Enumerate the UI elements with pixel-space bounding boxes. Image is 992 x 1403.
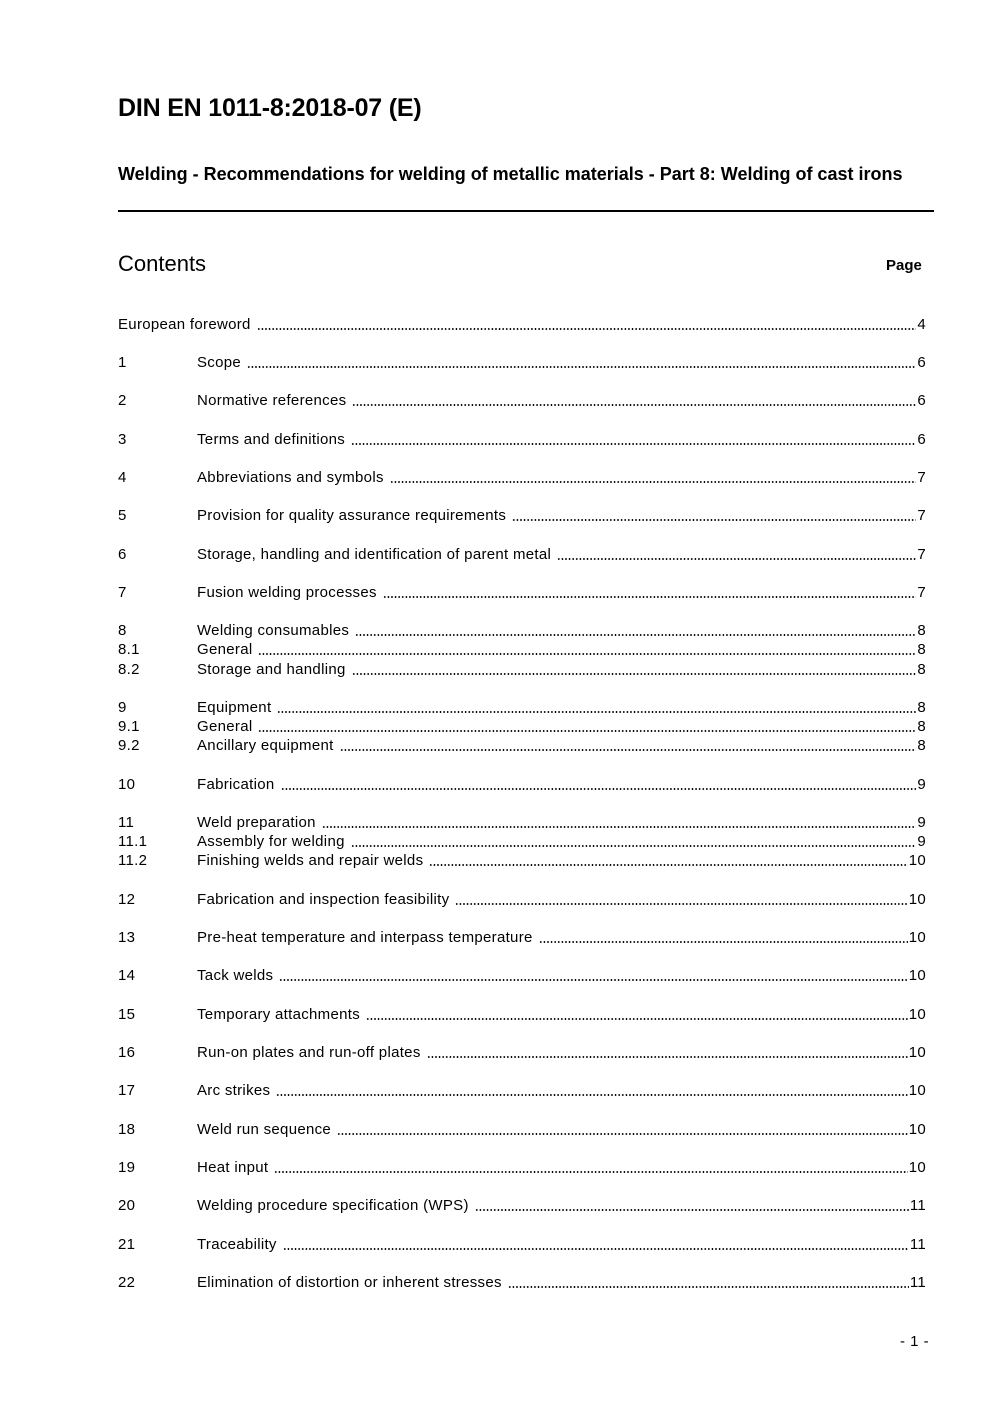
toc-entry-number: 3	[118, 431, 127, 448]
toc-entry-page: 10	[908, 967, 926, 984]
toc-entry[interactable]	[118, 1044, 926, 1063]
toc-dot-leader	[557, 557, 916, 561]
toc-dot-leader	[512, 518, 916, 522]
toc-entry[interactable]	[118, 316, 926, 335]
toc-entry-page: 7	[917, 469, 926, 486]
toc-entry-title: Fabrication	[197, 776, 275, 793]
toc-dot-leader	[276, 1093, 907, 1097]
toc-entry-number: 21	[118, 1236, 136, 1253]
toc-dot-leader	[258, 652, 916, 656]
toc-entry-number: 6	[118, 546, 127, 563]
contents-heading: Contents	[118, 251, 207, 276]
toc-entry-title: Scope	[197, 354, 242, 371]
toc-entry-title: Abbreviations and symbols	[197, 469, 384, 486]
toc-entry-title: Normative references	[197, 392, 347, 409]
toc-entry-title: General	[197, 718, 253, 735]
toc-entry-page: 11	[909, 1274, 926, 1291]
toc-entry-number: 1	[118, 354, 127, 371]
toc-dot-leader	[355, 633, 916, 637]
toc-dot-leader	[337, 1132, 908, 1136]
toc-entry[interactable]	[118, 718, 926, 737]
toc-entry[interactable]	[118, 833, 926, 852]
toc-entry-title: European foreword	[118, 316, 251, 333]
toc-entry-number: 14	[118, 967, 136, 984]
document-title: Welding - Recommendations for welding of metallic materials - Part 8: Welding of cast irons	[118, 164, 903, 184]
toc-entry-title: Pre-heat temperature and interpass temperature	[197, 929, 533, 946]
toc-entry-title: Traceability	[197, 1236, 277, 1253]
toc-entry-page: 8	[917, 737, 926, 754]
toc-entry[interactable]	[118, 584, 926, 603]
toc-dot-leader	[390, 480, 917, 484]
toc-entry-title: Welding procedure specification (WPS)	[197, 1197, 469, 1214]
toc-entry-number: 2	[118, 392, 127, 409]
toc-entry-number: 16	[118, 1044, 136, 1061]
toc-entry[interactable]	[118, 354, 926, 373]
toc-entry[interactable]	[118, 546, 926, 565]
toc-dot-leader	[340, 748, 917, 752]
footer-page-number: - 1 -	[900, 1333, 930, 1350]
toc-entry-title: Storage, handling and identification of parent metal	[197, 546, 552, 563]
toc-dot-leader	[247, 365, 916, 369]
toc-entry-title: Heat input	[197, 1159, 269, 1176]
toc-entry[interactable]	[118, 814, 926, 833]
toc-dot-leader	[352, 403, 916, 407]
toc-entry-number: 15	[118, 1006, 136, 1023]
toc-entry[interactable]	[118, 1006, 926, 1025]
toc-entry-title: Run-on plates and run-off plates	[197, 1044, 421, 1061]
toc-entry[interactable]	[118, 1197, 926, 1216]
toc-entry-title: Provision for quality assurance requirements	[197, 507, 507, 524]
toc-entry-title: Fabrication and inspection feasibility	[197, 891, 450, 908]
toc-entry-number: 12	[118, 891, 136, 908]
toc-entry[interactable]	[118, 622, 926, 641]
toc-entry[interactable]	[118, 469, 926, 488]
toc-entry-number: 19	[118, 1159, 136, 1176]
toc-dot-leader	[277, 710, 916, 714]
toc-entry-page: 8	[917, 661, 926, 678]
toc-dot-leader	[427, 1055, 908, 1059]
toc-entry-number: 8.1	[118, 641, 140, 658]
toc-entry-number: 9.1	[118, 718, 140, 735]
toc-entry[interactable]	[118, 641, 926, 660]
toc-entry[interactable]	[118, 1082, 926, 1101]
toc-dot-leader	[352, 672, 917, 676]
toc-entry-page: 11	[909, 1197, 926, 1214]
toc-entry-number: 10	[118, 776, 136, 793]
toc-entry-title: Assembly for welding	[197, 833, 345, 850]
toc-entry-page: 7	[917, 546, 926, 563]
toc-dot-leader	[283, 1247, 909, 1251]
toc-entry-number: 20	[118, 1197, 136, 1214]
toc-entry-number: 8.2	[118, 661, 140, 678]
title-divider	[118, 210, 934, 212]
toc-entry-page: 10	[908, 1006, 926, 1023]
toc-entry[interactable]	[118, 1236, 926, 1255]
toc-entry-page: 9	[917, 833, 926, 850]
page-column-heading: Page	[886, 257, 922, 274]
toc-entry[interactable]	[118, 929, 926, 948]
toc-entry-title: Temporary attachments	[197, 1006, 361, 1023]
toc-entry-number: 9.2	[118, 737, 140, 754]
toc-entry-page: 7	[917, 507, 926, 524]
toc-entry-number: 9	[118, 699, 127, 716]
toc-dot-leader	[351, 442, 916, 446]
toc-entry-number: 4	[118, 469, 127, 486]
toc-entry-number: 22	[118, 1274, 136, 1291]
toc-entry-title: Terms and definitions	[197, 431, 346, 448]
toc-dot-leader	[475, 1208, 909, 1212]
toc-dot-leader	[508, 1285, 909, 1289]
toc-entry-title: Ancillary equipment	[197, 737, 334, 754]
toc-entry-number: 18	[118, 1121, 136, 1138]
toc-dot-leader	[279, 978, 907, 982]
toc-entry[interactable]	[118, 737, 926, 756]
toc-entry-title: Fusion welding processes	[197, 584, 377, 601]
toc-entry-page: 8	[917, 622, 926, 639]
toc-entry-title: Equipment	[197, 699, 272, 716]
toc-entry-page: 6	[917, 392, 926, 409]
toc-entry[interactable]	[118, 1159, 926, 1178]
toc-entry-number: 8	[118, 622, 127, 639]
toc-entry-page: 8	[917, 718, 926, 735]
toc-entry-number: 11.2	[118, 852, 148, 869]
toc-entry-title: Elimination of distortion or inherent stresses	[197, 1274, 502, 1291]
toc-entry-title: Tack welds	[197, 967, 274, 984]
toc-entry[interactable]	[118, 699, 926, 718]
toc-entry-page: 6	[917, 354, 926, 371]
toc-dot-leader	[383, 595, 917, 599]
toc-entry-page: 10	[908, 891, 926, 908]
toc-entry-title: General	[197, 641, 253, 658]
toc-dot-leader	[351, 844, 917, 848]
toc-entry-page: 10	[908, 1121, 926, 1138]
toc-dot-leader	[429, 863, 907, 867]
toc-entry-title: Arc strikes	[197, 1082, 271, 1099]
toc-dot-leader	[281, 787, 917, 791]
toc-entry-page: 4	[917, 316, 926, 333]
toc-dot-leader	[322, 825, 917, 829]
toc-entry-page: 6	[917, 431, 926, 448]
toc-dot-leader	[257, 327, 917, 331]
toc-entry-page: 10	[908, 1159, 926, 1176]
toc-entry-page: 8	[917, 699, 926, 716]
toc-entry-number: 5	[118, 507, 127, 524]
toc-dot-leader	[274, 1170, 907, 1174]
toc-entry-page: 10	[908, 1044, 926, 1061]
toc-entry[interactable]	[118, 852, 926, 871]
toc-entry[interactable]	[118, 1274, 926, 1293]
toc-entry-number: 7	[118, 584, 127, 601]
toc-entry[interactable]	[118, 507, 926, 526]
toc-dot-leader	[539, 940, 908, 944]
toc-entry-number: 13	[118, 929, 136, 946]
document-id: DIN EN 1011-8:2018-07 (E)	[118, 94, 422, 122]
toc-entry-title: Welding consumables	[197, 622, 350, 639]
toc-entry-page: 9	[917, 814, 926, 831]
toc-entry[interactable]	[118, 431, 926, 450]
toc-entry-number: 17	[118, 1082, 136, 1099]
toc-entry-page: 7	[917, 584, 926, 601]
toc-dot-leader	[258, 729, 916, 733]
toc-entry-page: 9	[917, 776, 926, 793]
toc-dot-leader	[366, 1017, 908, 1021]
toc-entry[interactable]	[118, 776, 926, 795]
toc-entry-title: Weld preparation	[197, 814, 316, 831]
toc-entry[interactable]	[118, 661, 926, 680]
toc-entry[interactable]	[118, 967, 926, 986]
toc-entry-number: 11.1	[118, 833, 148, 850]
toc-entry-page: 8	[917, 641, 926, 658]
toc-entry-title: Storage and handling	[197, 661, 346, 678]
toc-entry-page: 11	[909, 1236, 926, 1253]
toc-entry-page: 10	[908, 1082, 926, 1099]
toc-entry-page: 10	[908, 929, 926, 946]
toc-entry-number: 11	[118, 814, 135, 831]
toc-entry-title: Finishing welds and repair welds	[197, 852, 424, 869]
toc-entry-page: 10	[908, 852, 926, 869]
toc-entry-title: Weld run sequence	[197, 1121, 332, 1138]
toc-dot-leader	[455, 902, 907, 906]
toc-entry[interactable]	[118, 891, 926, 910]
toc-entry[interactable]	[118, 392, 926, 411]
toc-entry[interactable]	[118, 1121, 926, 1140]
